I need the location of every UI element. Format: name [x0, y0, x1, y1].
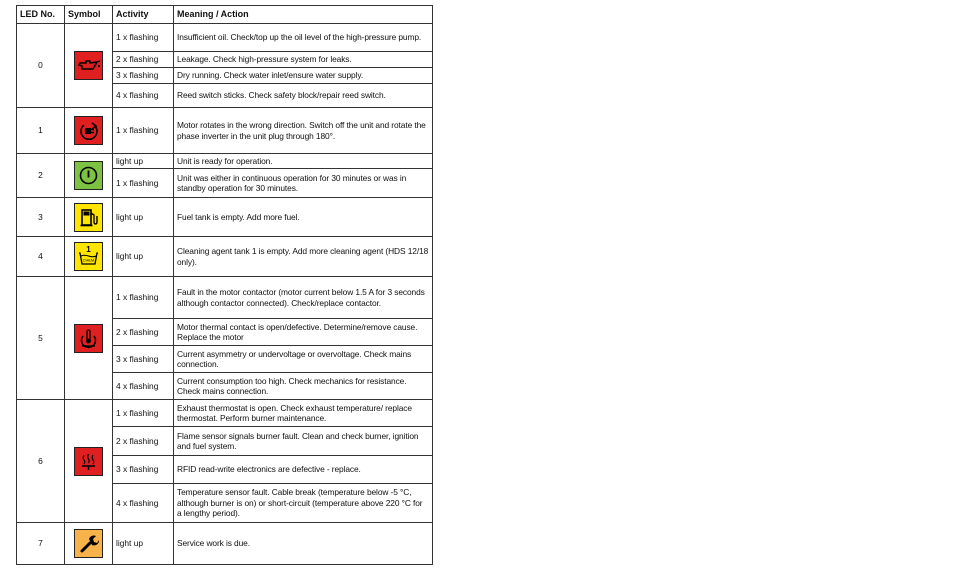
meaning-cell: Flame sensor signals burner fault. Clean and check burner, ignition and fuel system. — [174, 427, 433, 456]
symbol-cell — [65, 24, 113, 108]
meaning-cell: Fault in the motor contactor (motor current below 1.5 A for 3 seconds although contactor connected). Check/replace contactor. — [174, 277, 433, 319]
led-number: 1 — [17, 108, 65, 154]
activity-cell: 3 x flashing — [113, 346, 174, 373]
table-row — [17, 237, 433, 277]
led-number: 4 — [17, 237, 65, 277]
meaning-cell: Current consumption too high. Check mechanics for resistance. Check mains connection. — [174, 373, 433, 400]
symbol-cell — [65, 108, 113, 154]
cleaning-agent-tank-icon — [74, 242, 103, 271]
symbol-cell — [65, 154, 113, 198]
symbol-cell — [65, 237, 113, 277]
meaning-cell: Temperature sensor fault. Cable break (temperature below -5 °C, although burner is on) or short-circuit (temperature above 220 °C for a lengthy period). — [174, 484, 433, 523]
header-symbol: Symbol — [65, 6, 113, 24]
meaning-cell: Cleaning agent tank 1 is empty. Add more cleaning agent (HDS 12/18 only). — [174, 237, 433, 277]
meaning-cell: RFID read-write electronics are defective - replace. — [174, 456, 433, 484]
meaning-cell: Unit is ready for operation. — [174, 154, 433, 169]
meaning-cell: Unit was either in continuous operation for 30 minutes or was in standby operation for 30 minutes. — [174, 169, 433, 198]
plug-rotation-icon — [74, 116, 103, 145]
header-row — [17, 6, 433, 24]
meaning-cell: Reed switch sticks. Check safety block/repair reed switch. — [174, 84, 433, 108]
symbol-cell — [65, 523, 113, 565]
table-row — [17, 277, 433, 319]
table-row — [17, 198, 433, 237]
meaning-cell: Exhaust thermostat is open. Check exhaust temperature/ replace thermostat. Perform burner maintenance. — [174, 400, 433, 427]
activity-cell: 1 x flashing — [113, 277, 174, 319]
meaning-cell: Leakage. Check high-pressure system for leaks. — [174, 52, 433, 68]
symbol-cell — [65, 400, 113, 523]
activity-cell: light up — [113, 198, 174, 237]
activity-cell: 4 x flashing — [113, 484, 174, 523]
meaning-cell: Motor rotates in the wrong direction. Switch off the unit and rotate the phase inverter in the unit plug through 180°. — [174, 108, 433, 154]
activity-cell: 2 x flashing — [113, 52, 174, 68]
activity-cell: 2 x flashing — [113, 319, 174, 346]
led-number: 6 — [17, 400, 65, 523]
meaning-cell: Service work is due. — [174, 523, 433, 565]
meaning-cell: Dry running. Check water inlet/ensure water supply. — [174, 68, 433, 84]
meaning-cell: Fuel tank is empty. Add more fuel. — [174, 198, 433, 237]
table-row — [17, 108, 433, 154]
table-row — [17, 400, 433, 427]
led-number: 7 — [17, 523, 65, 565]
activity-cell: 1 x flashing — [113, 400, 174, 427]
activity-cell: 1 x flashing — [113, 24, 174, 52]
activity-cell: 3 x flashing — [113, 68, 174, 84]
meaning-cell: Current asymmetry or undervoltage or overvoltage. Check mains connection. — [174, 346, 433, 373]
activity-cell: light up — [113, 154, 174, 169]
activity-cell: 1 x flashing — [113, 169, 174, 198]
activity-cell: light up — [113, 237, 174, 277]
activity-cell: 4 x flashing — [113, 84, 174, 108]
activity-cell: 3 x flashing — [113, 456, 174, 484]
table-row — [17, 154, 433, 169]
power-icon — [74, 161, 103, 190]
meaning-cell: Insufficient oil. Check/top up the oil level of the high-pressure pump. — [174, 24, 433, 52]
table-row — [17, 24, 433, 52]
fuel-pump-icon — [74, 203, 103, 232]
activity-cell: 4 x flashing — [113, 373, 174, 400]
tank-number-label: 1 — [86, 245, 91, 254]
meaning-cell: Motor thermal contact is open/defective. Determine/remove cause. Replace the motor — [174, 319, 433, 346]
led-number: 0 — [17, 24, 65, 108]
led-number: 5 — [17, 277, 65, 400]
activity-cell: light up — [113, 523, 174, 565]
table-row — [17, 523, 433, 565]
header-activity: Activity — [113, 6, 174, 24]
oil-can-icon — [74, 51, 103, 80]
activity-cell: 1 x flashing — [113, 108, 174, 154]
tank-chem-label: CHEM — [82, 257, 95, 263]
header-meaning: Meaning / Action — [174, 6, 433, 24]
led-number: 3 — [17, 198, 65, 237]
symbol-cell — [65, 277, 113, 400]
led-number: 2 — [17, 154, 65, 198]
burner-heat-icon — [74, 447, 103, 476]
wrench-icon — [74, 529, 103, 558]
header-led-no: LED No. — [17, 6, 65, 24]
activity-cell: 2 x flashing — [113, 427, 174, 456]
motor-temperature-icon — [74, 324, 103, 353]
led-status-table — [16, 5, 433, 565]
symbol-cell — [65, 198, 113, 237]
